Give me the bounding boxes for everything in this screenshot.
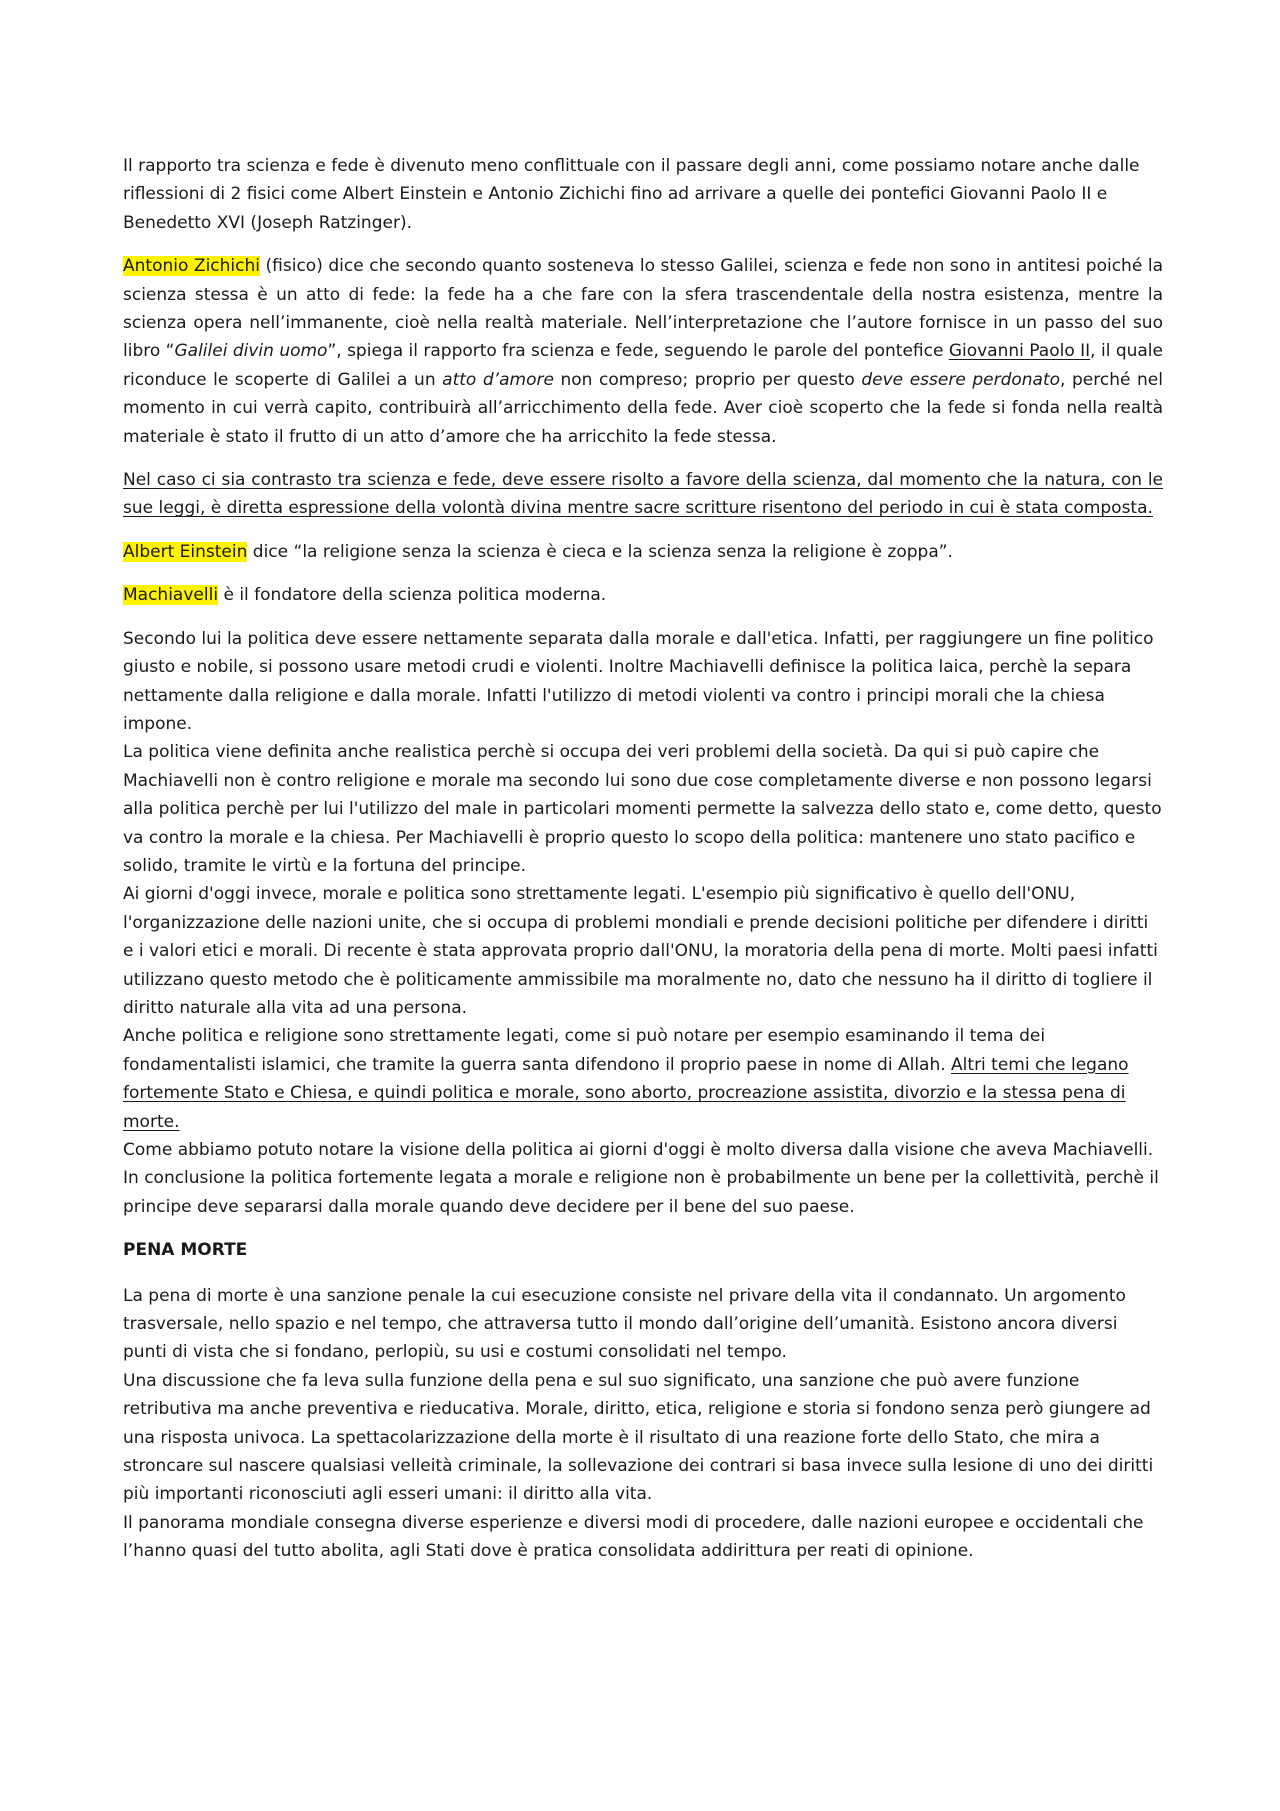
politics-underlined-4b: Altri temi che legano fortemente Stato e Chiesa, e quindi politica e morale, sono aborto, procreazione assistita, divorzio e la stessa pena di morte. (123, 1054, 1129, 1132)
intro-paragraph: Il rapporto tra scienza e fede è divenuto meno conflittuale con il passare degli anni, come possiamo notare anche dalle riflessioni di 2 fisici come Albert Einstein e Antonio Zichichi fino ad arrivare a quelle dei pontefici Giovanni Paolo II e Benedetto XVI (Joseph Ratzinger). (123, 156, 1140, 233)
deve-essere-perdonato: deve essere perdonato (861, 369, 1061, 390)
zichichi-text-1: (fisico) dice che secondo quanto sosteneva lo stesso Galilei, scienza e fede non sono in antitesi poiché la scienza stessa è un atto di fede: la fede ha a che fare con la sfera trascendentale della nostra esistenza, mentre la scienza opera nell’immanente, cioè nella realtà materiale. Nell’interpretazione che l’autore fornisce in un passo del suo libro “ (123, 256, 1163, 362)
book-title: Galilei divin uomo (174, 341, 328, 362)
einstein-quote: dice “la religione senza la scienza è cieca e la scienza senza la religione è zoppa”. (247, 541, 953, 562)
zichichi-text-2: ”, spiega il rapporto fra scienza e fede, seguendo le parole del pontefice (327, 341, 949, 362)
einstein-paragraph (123, 538, 1163, 566)
machiavelli-text: è il fondatore della scienza politica moderna. (218, 585, 607, 606)
highlight-einstein: Albert Einstein (123, 541, 248, 562)
politics-paragraph-1: Secondo lui la politica deve essere nettamente separata dalla morale e dall'etica. Infatti, per raggiungere un fine politico giusto e nobile, si possono usare metodi crudi e violenti. Inoltre Machiavelli definisce la politica laica, perchè la separa nettamente dalla religione e dalla morale. Infatti l'utilizzo di metodi violenti va contro i principi morali che la chiesa impone. (123, 628, 1154, 734)
pope-name: Giovanni Paolo II (948, 341, 1091, 362)
politics-text-4a: Anche politica e religione sono strettamente legati, come si può notare per esempio esaminando il tema dei fondamentalisti islamici, che tramite la guerra santa difendono il proprio paese in nome di Allah. (123, 1026, 1046, 1075)
politics-paragraph-4 (123, 1022, 1163, 1136)
highlight-machiavelli: Machiavelli (123, 585, 219, 606)
politics-paragraph-3: Ai giorni d'oggi invece, morale e politica sono strettamente legati. L'esempio più significativo è quello dell'ONU, l'organizzazione delle nazioni unite, che si occupa di problemi mondiali e prende decisioni politiche per difendere i diritti e i valori etici e morali. Di recente è stata approvata proprio dall'ONU, la moratoria della pena di morte. Molti paesi infatti utilizzano questo metodo che è politicamente ammissibile ma moralmente no, dato che nessuno ha il diritto di togliere il diritto naturale alla vita ad una persona. (123, 884, 1158, 1018)
atto-amore: atto d’amore (442, 369, 554, 390)
section-heading-pena-morte: PENA MORTE (123, 1240, 248, 1261)
document-page (123, 152, 1163, 1566)
politics-paragraph-5: Come abbiamo potuto notare la visione della politica ai giorni d'oggi è molto diversa dalla visione che aveva Machiavelli. In conclusione la politica fortemente legata a morale e religione non è probabilmente un bene per la collettività, perchè il principe deve separarsi dalla morale quando deve decidere per il bene del suo paese. (123, 1140, 1159, 1217)
zichichi-text-4: non compreso; proprio per questo (553, 369, 862, 390)
pena-paragraph-1: La pena di morte è una sanzione penale la cui esecuzione consiste nel privare della vita il condannato. Un argomento trasversale, nello spazio e nel tempo, che attraversa tutto il mondo dall’origine dell’umanità. Esistono ancora diversi punti di vista che si fondano, perlopiù, su usi e costumi consolidati nel tempo. (123, 1285, 1126, 1363)
politics-paragraph-2: La politica viene definita anche realistica perchè si occupa dei veri problemi della società. Da qui si può capire che Machiavelli non è contro religione e morale ma secondo lui sono due cose completamente diverse e non possono legarsi alla politica perchè per lui l'utilizzo del male in particolari momenti permette la salvezza dello stato e, come detto, questo va contro la morale e la chiesa. Per Machiavelli è proprio questo lo scopo della politica: mantenere uno stato pacifico e solido, tramite le virtù e la fortuna del principe. (123, 742, 1162, 876)
highlight-zichichi: Antonio Zichichi (123, 256, 260, 277)
zichichi-paragraph (123, 252, 1163, 451)
zichichi-text-3: , il quale riconduce le scoperte di Galilei a un (123, 341, 1163, 390)
contrast-paragraph: Nel caso ci sia contrasto tra scienza e fede, deve essere risolto a favore della scienza, dal momento che la natura, con le sue leggi, è diretta espressione della volontà divina mentre sacre scritture risentono del periodo in cui è stata composta. (123, 470, 1163, 519)
machiavelli-paragraph (123, 581, 1163, 609)
pena-paragraph-2: Una discussione che fa leva sulla funzione della pena e sul suo significato, una sanzione che può avere funzione retributiva ma anche preventiva e rieducativa. Morale, diritto, etica, religione e storia si fondono senza però giungere ad una risposta univoca. La spettacolarizzazione della morte è il risultato di una reazione forte dello Stato, che mira a stroncare sul nascere qualsiasi velleità criminale, la sollevazione dei contrari si basa invece sulla lesione di uno dei diritti più importanti riconosciuti agli esseri umani: il diritto alla vita. (123, 1370, 1154, 1505)
zichichi-text-5: , perché nel momento in cui verrà capito, contribuirà all’arricchimento della fede. Aver cioè scoperto che la fede si fonda nella realtà materiale è stato il frutto di un atto d’amore che ha arricchito la fede stessa. (123, 369, 1163, 447)
pena-paragraph-3: Il panorama mondiale consegna diverse esperienze e diversi modi di procedere, dalle nazioni europee e occidentali che l’hanno quasi del tutto abolita, agli Stati dove è pratica consolidata addirittura per reati di opinione. (123, 1512, 1144, 1562)
